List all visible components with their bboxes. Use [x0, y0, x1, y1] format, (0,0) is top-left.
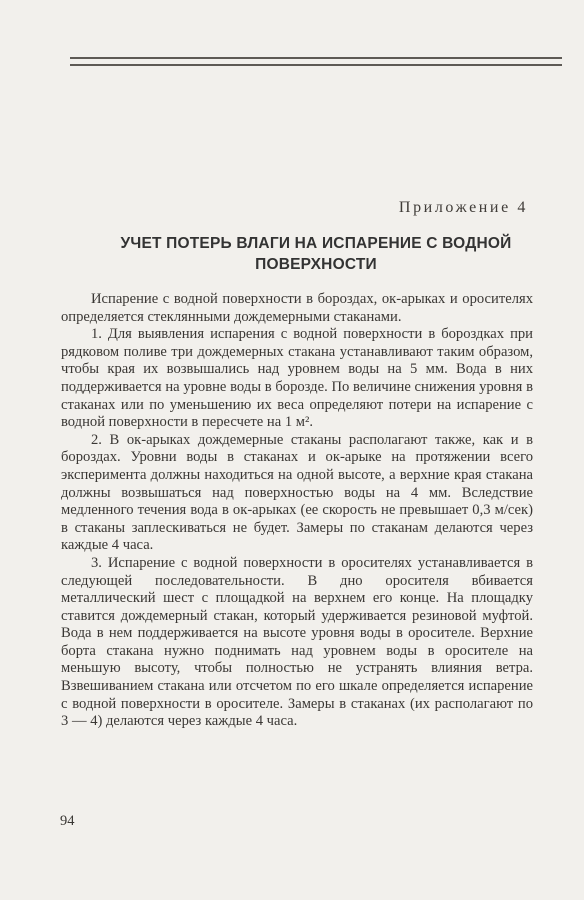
- title-line-1: УЧЕТ ПОТЕРЬ ВЛАГИ НА ИСПАРЕНИЕ С ВОДНОЙ: [120, 235, 512, 252]
- body-text: [61, 291, 533, 731]
- paragraph-3: 3. Испарение с водной поверхности в оросителях устанавливается в следующей последовательности. В дно оросителя вбивается металлический шест с площадкой на верхнем его конце. На площадку ставится дождемерный стакан, который удерживается резиновой муфтой. Вода в нем поддерживается на высоте уровня воды в оросителе. Верхние борта стакана нужно поднимать над уровнем воды в оросителе на меньшую высоту, чтобы полностью не устранять влияния ветра. Взвешиванием стакана или отсчетом по его шкале определяется испарение с водной поверхности в оросителе. Замеры в стаканах (их располагают по 3 — 4) делаются через каждые 4 часа.: [61, 554, 533, 730]
- paragraph-2: 2. В ок-арыках дождемерные стаканы располагают также, как и в бороздах. Уровни воды в стаканах и ок-арыке на протяжении всего эксперимента должны находиться на одной высоте, а верхние края стакана должны возвышаться над поверхностью воды на 4 мм. Вследствие медленного течения вода в ок-арыках (ее скорость не превышает 0,3 м/сек) в стаканы заплескиваться не будет. Замеры по стаканам делаются через каждые 4 часа.: [61, 431, 533, 554]
- title-line-2: ПОВЕРХНОСТИ: [255, 256, 377, 273]
- paragraph-1: 1. Для выявления испарения с водной поверхности в бороздках при рядковом поливе три дождемерных стакана устанавливают таким образом, чтобы края их возвышались над уровнем воды на 5 мм. Вода в них поддерживается на уровне воды в борозде. По величине снижения уровня в стаканах или по уменьшению их веса определяют потери на испарение с водной поверхности в пересчете на 1 м².: [61, 326, 533, 431]
- page-title: [70, 233, 562, 275]
- header-rule-bottom: [70, 64, 562, 66]
- page-number: 94: [60, 813, 75, 829]
- appendix-label: Приложение 4: [398, 199, 528, 216]
- header-rule-top: [70, 57, 562, 59]
- paragraph-intro: Испарение с водной поверхности в бороздах, ок-арыках и оросителях определяется стеклянными дождемерными стаканами.: [61, 291, 533, 325]
